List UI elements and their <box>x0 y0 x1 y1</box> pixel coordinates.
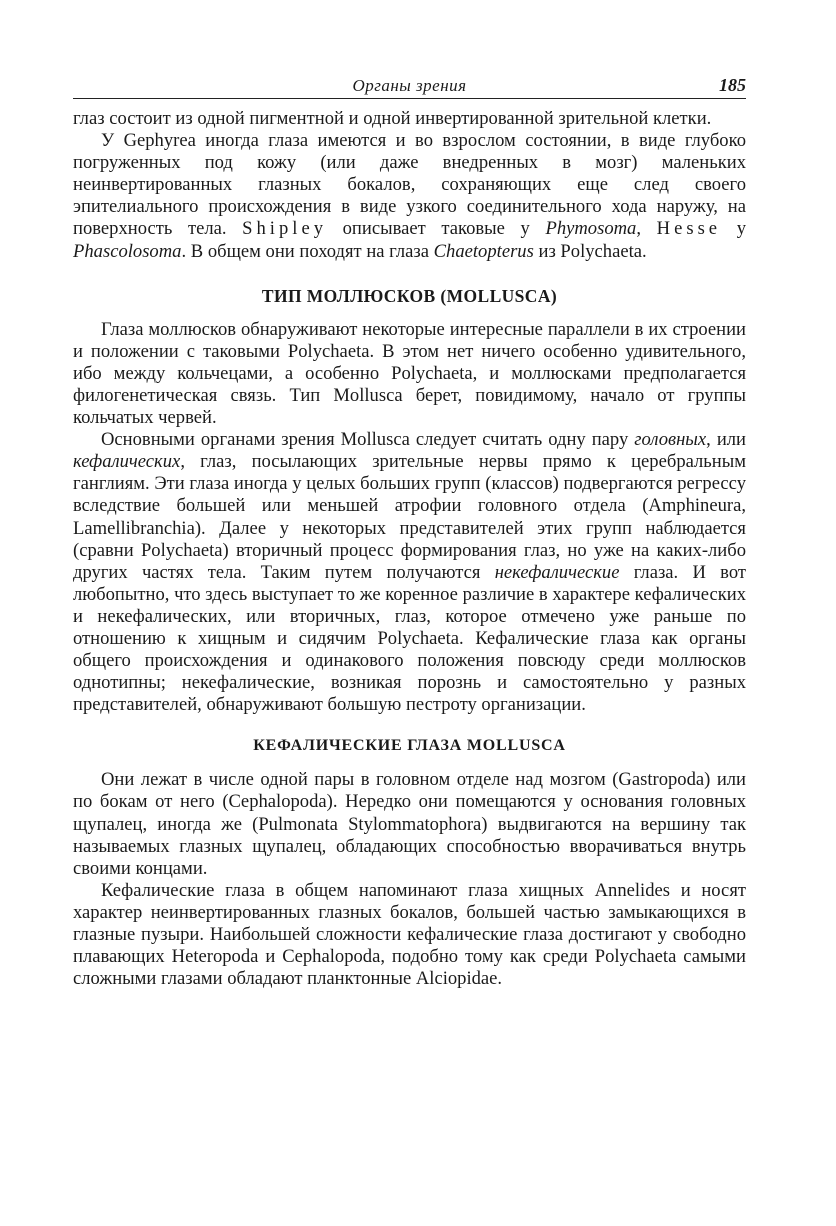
author-shipley: Shipley <box>242 218 327 240</box>
taxon-chaetopterus: Chaetopterus <box>433 240 534 262</box>
taxon-phymosoma: Phymosoma <box>545 218 637 240</box>
text-run: , глаз, посылающих зрительные нервы прямо к церебральным ганглиям. Эти глаза иногда у целых больших групп (классов) подвергаются регрессу вследствие большей или меньшей атрофии головного отдела (Amphineura, Lamellibranchia). Далее у некоторых представителей этих групп наблюдается (сравни Polychaeta) вторичный процесс формирования глаз, но уже на каких-либо других частях тела. Таким путем получаются <box>73 451 746 583</box>
author-hesse: Hesse <box>656 218 722 240</box>
taxon-phascolosoma: Phascolosoma <box>73 240 182 262</box>
book-page <box>73 74 746 990</box>
text-run: , или <box>706 429 746 451</box>
paragraph-continuation: глаз состоит из одной пигментной и одной инвертированной зрительной клетки. <box>73 108 712 129</box>
paragraph-mollusca-intro: Глаза моллюсков обнаруживают некоторые интересные параллели в их строении и положении с таковыми Polychaeta. В этом нет ничего особенно удивительного, ибо между кольчецами, а особенно Polychaeta, и моллюсками предполагается филогенетическая связь. Тип Mollusca берет, повидимому, начало от группы кольчатых червей. <box>73 318 746 429</box>
page-header <box>73 74 746 99</box>
paragraph-position: Они лежат в числе одной пары в головном отделе над мозгом (Gastropoda) или по бокам от него (Cephalopoda). Нередко они помещаются у основания головных щупалец, иногда же (Pulmonata Stylommatophora) выдвигаются на вершину так называемых глазных щупалец, обладающих способностью вворачиваться внутрь своими концами. <box>73 769 746 879</box>
text-run: из Polychaeta. <box>533 240 647 262</box>
term-golovnyh: головных <box>634 429 707 451</box>
text-run: У Gephyrea иногда глаза имеются и во взрослом состоянии, в виде глубоко погруженных под кожу (или даже внедренных в мозг) маленьких неинвертированных глазных бокалов, сохраняющих еще след своего эпителиального происхождения в виде узкого соединительного хода наружу, на поверхность тела. <box>73 130 746 240</box>
running-title: Органы зрения <box>352 76 467 95</box>
text-run: . В общем они походят на глаза <box>181 240 434 262</box>
term-kefalicheskih: кефалических <box>73 451 181 473</box>
text-run: , <box>636 218 657 240</box>
paragraph-main-eyes <box>73 429 746 716</box>
page-number: 185 <box>719 75 746 95</box>
section-heading-mollusca: ТИП МОЛЛЮСКОВ (MOLLUSCA) <box>261 285 558 306</box>
text-run: у <box>721 218 746 240</box>
paragraph-structure: Кефалические глаза в общем напоминают глаза хищных Annelides и носят характер неинвертированных глазных бокалов, большей частью замыкающихся в глазные пузыри. Наибольшей сложности кефалические глаза достигают у свободно плавающих Heteropoda и Cephalopoda, подобно тому как среди Polychaeta самыми сложными глазами обладают планктонные Alciopidae. <box>73 879 746 990</box>
subsection-heading-cephalic-eyes: КЕФАЛИЧЕСКИЕ ГЛАЗА MOLLUSCA <box>253 737 566 755</box>
text-run: глаза. И вот любопытно, что здесь выступает то же коренное различие в характере кефалических и некефалических, или вторичных, глаз, которое отмечено уже раньше по отношению к хищным и сидячим Polychaeta. Кефалические глаза как органы общего происхождения и одинакового положения повсюду среди моллюсков однотипны; некефалические, возникая порознь и самостоятельно у разных представителей, обнаруживают большую пестроту организации. <box>73 561 746 716</box>
paragraph-gephyrea <box>73 130 746 263</box>
term-nekefalicheskie: некефалические <box>494 561 620 583</box>
text-run: описывает таковые у <box>327 218 546 240</box>
text-run: Основными органами зрения Mollusca следует считать одну пару <box>101 429 635 451</box>
